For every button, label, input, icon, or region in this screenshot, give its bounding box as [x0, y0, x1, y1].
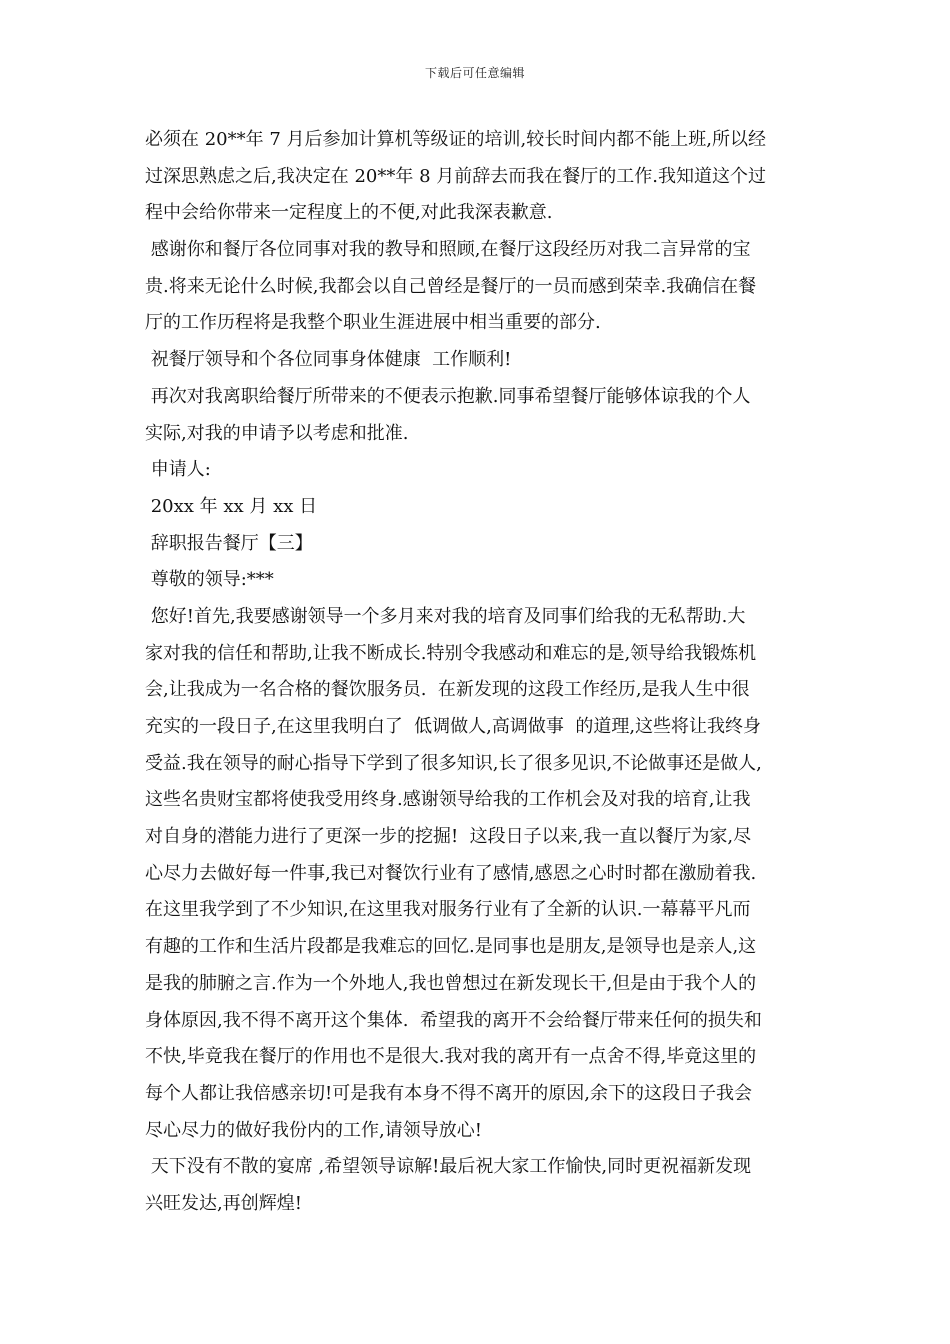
text-line: 兴旺发达,再创辉煌!: [145, 1192, 302, 1214]
text-line: 这些名贵财宝都将使我受用终身.感谢领导给我的工作机会及对我的培育,让我: [145, 789, 751, 811]
text-line: 再次对我离职给餐厅所带来的不便表示抱歉.同事希望餐厅能够体谅我的个人: [145, 385, 751, 407]
text-line: 天下没有不散的宴席 ,希望领导谅解!最后祝大家工作愉快,同时更祝福新发现: [145, 1156, 752, 1178]
text-line: 贵.将来无论什么时候,我都会以自己曾经是餐厅的一员而感到荣幸.我确信在餐: [145, 275, 757, 297]
text-line: 感谢你和餐厅各位同事对我的教导和照顾,在餐厅这段经历对我二言异常的宝: [145, 239, 751, 261]
text-line: 身体原因,我不得不离开这个集体. 希望我的离开不会给餐厅带来任何的损失和: [145, 1009, 762, 1031]
text-line: 受益.我在领导的耐心指导下学到了很多知识,长了很多见识,不论做事还是做人,: [145, 752, 762, 774]
text-line: 对自身的潜能力进行了更深一步的挖掘! 这段日子以来,我一直以餐厅为家,尽: [145, 826, 752, 848]
text-line: 会,让我成为一名合格的餐饮服务员. 在新发现的这段工作经历,是我人生中很: [145, 679, 750, 701]
text-line: 申请人:: [145, 459, 211, 481]
text-line: 每个人都让我倍感亲切!可是我有本身不得不离开的原因,余下的这段日子我会: [145, 1082, 752, 1104]
text-line: 在这里我学到了不少知识,在这里我对服务行业有了全新的认识.一幕幕平凡而: [145, 899, 751, 921]
header-note: 下载后可任意编辑: [424, 66, 525, 80]
text-line: 尽心尽力的做好我份内的工作,请领导放心!: [145, 1119, 482, 1141]
text-line: 充实的一段日子,在这里我明白了 低调做人,高调做事 的道理,这些将让我终身: [145, 716, 762, 737]
text-line: 有趣的工作和生活片段都是我难忘的回忆.是同事也是朋友,是领导也是亲人,这: [145, 936, 757, 958]
text-line: 必须在 20**年 7 月后参加计算机等级证的培训,较长时间内都不能上班,所以经: [145, 129, 766, 150]
text-line: 20xx 年 xx 月 xx 日: [145, 495, 318, 517]
text-line: 过深思熟虑之后,我决定在 20**年 8 月前辞去而我在餐厅的工作.我知道这个过: [145, 165, 766, 187]
document-body: [145, 122, 810, 1223]
text-line: 祝餐厅领导和个各位同事身体健康 工作顺利!: [145, 349, 512, 371]
text-line: 不快,毕竟我在餐厅的作用也不是很大.我对我的离开有一点舍不得,毕竟这里的: [145, 1046, 757, 1068]
text-line: 程中会给你带来一定程度上的不便,对此我深表歉意.: [145, 202, 553, 224]
text-line: 家对我的信任和帮助,让我不断成长.特别令我感动和难忘的是,领导给我锻炼机: [145, 642, 757, 664]
text-line: 厅的工作历程将是我整个职业生涯进展中相当重要的部分.: [145, 312, 601, 334]
text-line: 是我的肺腑之言.作为一个外地人,我也曾想过在新发现长干,但是由于我个人的: [145, 972, 757, 994]
text-line: 实际,对我的申请予以考虑和批准.: [145, 422, 409, 444]
text-line: 您好!首先,我要感谢领导一个多月来对我的培育及同事们给我的无私帮助.大: [145, 605, 746, 627]
text-line: 辞职报告餐厅【三】: [145, 532, 313, 554]
text-line: 尊敬的领导:***: [145, 569, 274, 591]
text-line: 心尽力去做好每一件事,我已对餐饮行业有了感情,感恩之心时时都在激励着我.: [145, 862, 757, 884]
